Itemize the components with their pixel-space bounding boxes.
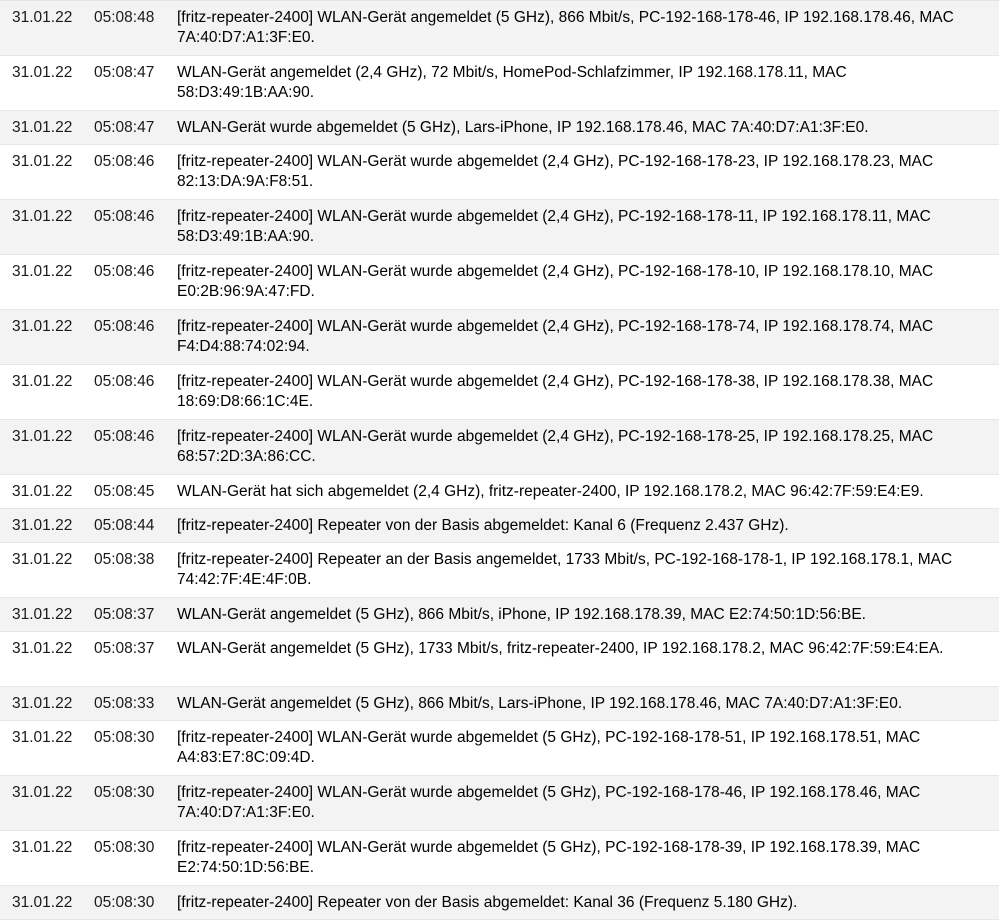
log-row — [0, 475, 999, 509]
log-time: 05:08:45 — [94, 483, 155, 500]
log-message: [fritz-repeater-2400] WLAN-Gerät wurde abgemeldet (2,4 GHz), PC-192-168-178-11, IP 192.168.178.11, MAC 58:D3:49:1B:AA:90. — [177, 208, 931, 245]
log-message: WLAN-Gerät hat sich abgemeldet (2,4 GHz), fritz-repeater-2400, IP 192.168.178.2, MAC 96:42:7F:59:E4:E9. — [177, 483, 924, 500]
log-time: 05:08:37 — [94, 606, 155, 623]
log-date: 31.01.22 — [12, 373, 73, 390]
log-time: 05:08:47 — [94, 119, 155, 136]
log-message: [fritz-repeater-2400] WLAN-Gerät wurde abgemeldet (5 GHz), PC-192-168-178-39, IP 192.168.178.39, MAC E2:74:50:1D:56:BE. — [177, 839, 921, 876]
log-time: 05:08:47 — [94, 64, 155, 81]
log-time: 05:08:30 — [94, 894, 155, 911]
log-row — [0, 365, 999, 420]
log-message: WLAN-Gerät angemeldet (5 GHz), 866 Mbit/s, iPhone, IP 192.168.178.39, MAC E2:74:50:1D:56:BE. — [177, 606, 866, 623]
log-message: [fritz-repeater-2400] WLAN-Gerät angemeldet (5 GHz), 866 Mbit/s, PC-192-168-178-46, IP 192.168.178.46, MAC 7A:40:D7:A1:3F:E0. — [177, 9, 954, 46]
log-date: 31.01.22 — [12, 695, 73, 712]
log-message: [fritz-repeater-2400] WLAN-Gerät wurde abgemeldet (2,4 GHz), PC-192-168-178-10, IP 192.168.178.10, MAC E0:2B:96:9A:47:FD. — [177, 263, 934, 300]
log-row — [0, 145, 999, 200]
log-time: 05:08:33 — [94, 695, 155, 712]
log-time: 05:08:48 — [94, 9, 155, 26]
log-row — [0, 509, 999, 543]
log-row — [0, 831, 999, 886]
log-message: [fritz-repeater-2400] WLAN-Gerät wurde abgemeldet (2,4 GHz), PC-192-168-178-38, IP 192.168.178.38, MAC 18:69:D8:66:1C:4E. — [177, 373, 934, 410]
log-message: [fritz-repeater-2400] Repeater von der Basis abgemeldet: Kanal 6 (Frequenz 2.437 GHz). — [177, 517, 789, 534]
log-message: WLAN-Gerät angemeldet (5 GHz), 866 Mbit/s, Lars-iPhone, IP 192.168.178.46, MAC 7A:40:D7:A1:3F:E0. — [177, 695, 903, 712]
log-time: 05:08:30 — [94, 729, 155, 746]
log-row — [0, 111, 999, 145]
log-time: 05:08:44 — [94, 517, 155, 534]
log-time: 05:08:46 — [94, 428, 155, 445]
log-date: 31.01.22 — [12, 483, 73, 500]
log-message: [fritz-repeater-2400] WLAN-Gerät wurde abgemeldet (2,4 GHz), PC-192-168-178-25, IP 192.168.178.25, MAC 68:57:2D:3A:86:CC. — [177, 428, 934, 465]
log-date: 31.01.22 — [12, 551, 73, 568]
log-message: WLAN-Gerät wurde abgemeldet (5 GHz), Lars-iPhone, IP 192.168.178.46, MAC 7A:40:D7:A1:3F:E0. — [177, 119, 869, 136]
log-time: 05:08:46 — [94, 373, 155, 390]
log-time: 05:08:38 — [94, 551, 155, 568]
log-date: 31.01.22 — [12, 9, 73, 26]
log-row — [0, 310, 999, 365]
log-date: 31.01.22 — [12, 64, 73, 81]
log-row — [0, 420, 999, 475]
log-row — [0, 632, 999, 687]
log-date: 31.01.22 — [12, 318, 73, 335]
log-date: 31.01.22 — [12, 729, 73, 746]
log-date: 31.01.22 — [12, 894, 73, 911]
log-message: WLAN-Gerät angemeldet (5 GHz), 1733 Mbit/s, fritz-repeater-2400, IP 192.168.178.2, MAC 96:42:7F:59:E4:EA. — [177, 640, 944, 657]
log-message: [fritz-repeater-2400] WLAN-Gerät wurde abgemeldet (5 GHz), PC-192-168-178-51, IP 192.168.178.51, MAC A4:83:E7:8C:09:4D. — [177, 729, 921, 766]
log-row — [0, 687, 999, 721]
log-date: 31.01.22 — [12, 517, 73, 534]
log-row — [0, 1, 999, 56]
log-time: 05:08:30 — [94, 784, 155, 801]
log-date: 31.01.22 — [12, 263, 73, 280]
log-time: 05:08:46 — [94, 318, 155, 335]
log-row — [0, 721, 999, 776]
log-message: [fritz-repeater-2400] WLAN-Gerät wurde abgemeldet (2,4 GHz), PC-192-168-178-23, IP 192.168.178.23, MAC 82:13:DA:9A:F8:51. — [177, 153, 934, 190]
log-date: 31.01.22 — [12, 428, 73, 445]
log-message: [fritz-repeater-2400] WLAN-Gerät wurde abgemeldet (2,4 GHz), PC-192-168-178-74, IP 192.168.178.74, MAC F4:D4:88:74:02:94. — [177, 318, 934, 355]
log-date: 31.01.22 — [12, 640, 73, 657]
log-message: [fritz-repeater-2400] Repeater von der Basis abgemeldet: Kanal 36 (Frequenz 5.180 GHz). — [177, 894, 798, 911]
log-date: 31.01.22 — [12, 119, 73, 136]
log-date: 31.01.22 — [12, 208, 73, 225]
log-row — [0, 776, 999, 831]
log-time: 05:08:46 — [94, 263, 155, 280]
log-time: 05:08:46 — [94, 153, 155, 170]
log-row — [0, 598, 999, 632]
log-date: 31.01.22 — [12, 153, 73, 170]
log-time: 05:08:37 — [94, 640, 155, 657]
log-row — [0, 200, 999, 255]
log-date: 31.01.22 — [12, 839, 73, 856]
log-date: 31.01.22 — [12, 784, 73, 801]
log-message: WLAN-Gerät angemeldet (2,4 GHz), 72 Mbit/s, HomePod-Schlafzimmer, IP 192.168.178.11, MAC 58:D3:49:1B:AA:90. — [177, 64, 847, 101]
log-row — [0, 543, 999, 598]
log-row — [0, 255, 999, 310]
log-time: 05:08:46 — [94, 208, 155, 225]
log-date: 31.01.22 — [12, 606, 73, 623]
log-row — [0, 886, 999, 920]
log-message: [fritz-repeater-2400] WLAN-Gerät wurde abgemeldet (5 GHz), PC-192-168-178-46, IP 192.168.178.46, MAC 7A:40:D7:A1:3F:E0. — [177, 784, 921, 821]
log-message: [fritz-repeater-2400] Repeater an der Basis angemeldet, 1733 Mbit/s, PC-192-168-178-1, IP 192.168.178.1, MAC 74:42:7F:4E:4F:0B. — [177, 551, 953, 588]
log-row — [0, 56, 999, 111]
log-time: 05:08:30 — [94, 839, 155, 856]
